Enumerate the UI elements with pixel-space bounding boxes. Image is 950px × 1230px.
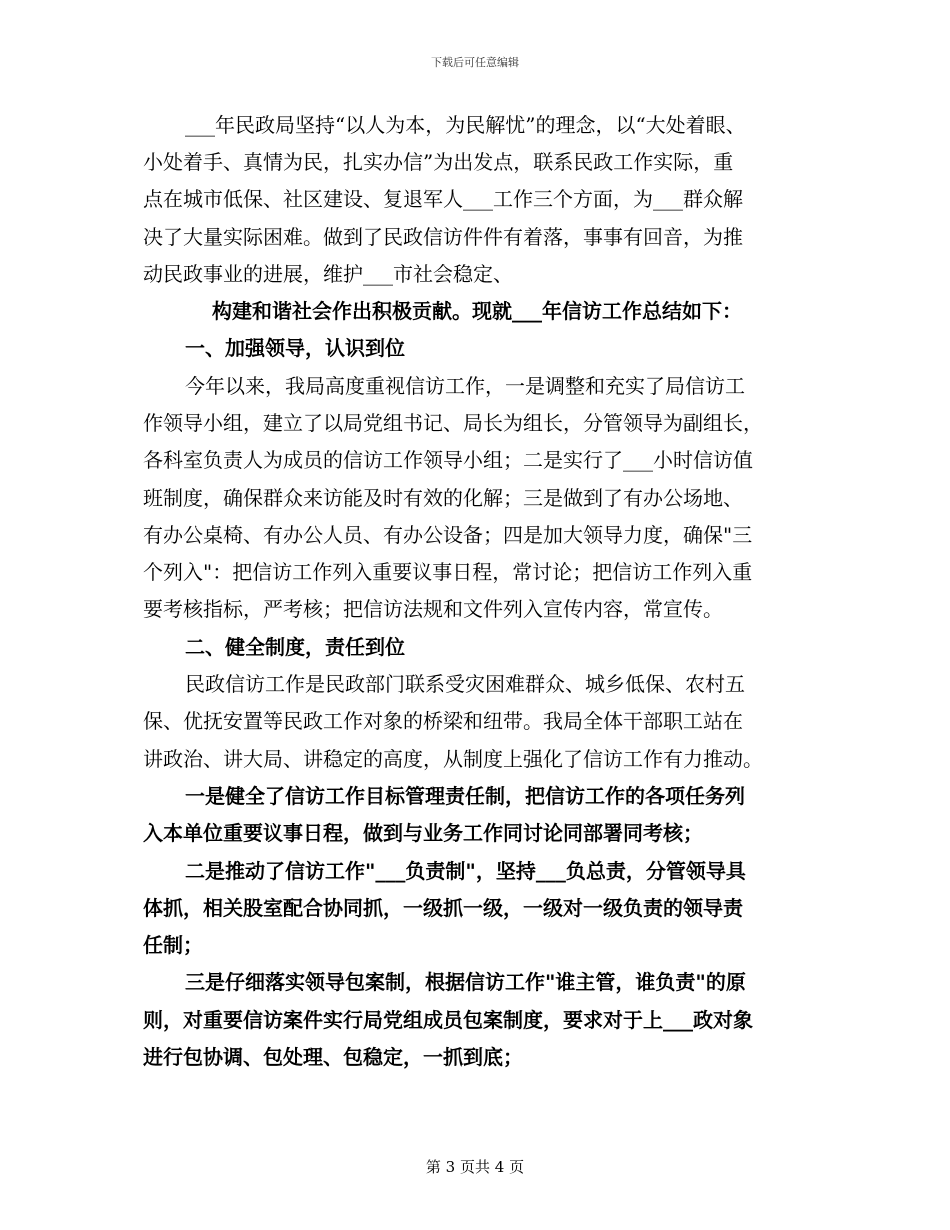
paragraph-line: 作领导小组，建立了以局党组书记、局长为组长，分管领导为副组长， <box>143 411 763 435</box>
paragraph-line: 进行包协调、包处理、包稳定，一抓到底； <box>143 1045 523 1069</box>
paragraph-line: 有办公桌椅、有办公人员、有办公设备；四是加大领导力度，确保"三 <box>143 523 753 547</box>
paragraph-line: 入本单位重要议事日程，做到与业务工作同讨论同部署同考核； <box>143 821 703 845</box>
paragraph-line: 保、优抚安置等民政工作对象的桥梁和纽带。我局全体干部职工站在 <box>143 709 743 733</box>
page-header: 下载后可任意编辑 <box>431 56 519 69</box>
page-footer: 第 3 页共 4 页 <box>425 1158 525 1176</box>
section-heading: 二、健全制度，责任到位 <box>185 635 405 659</box>
paragraph-line: 讲政治、讲大局、讲稳定的高度，从制度上强化了信访工作有力推动。 <box>143 747 763 771</box>
paragraph-line: 三是仔细落实领导包案制，根据信访工作"谁主管，谁负责"的原 <box>185 970 746 994</box>
paragraph-line: 要考核指标，严考核；把信访法规和文件列入宣传内容，常宣传。 <box>143 597 723 621</box>
paragraph-line: 民政信访工作是民政部门联系受灾困难群众、城乡低保、农村五 <box>185 672 745 696</box>
section-heading: 一、加强领导，认识到位 <box>185 336 405 360</box>
paragraph-line: 体抓，相关股室配合协同抓，一级抓一级，一级对一级负责的领导责 <box>143 896 743 920</box>
paragraph-line: 小处着手、真情为民，扎实办信”为出发点，联系民政工作实际，重 <box>143 150 734 174</box>
paragraph-line: 动民政事业的进展，维护___市社会稳定、 <box>143 262 513 286</box>
paragraph-line: 一是健全了信访工作目标管理责任制，把信访工作的各项任务列 <box>185 784 745 808</box>
paragraph-line: 点在城市低保、社区建设、复退军人___工作三个方面，为___群众解 <box>143 187 743 211</box>
paragraph-line: ___年民政局坚持“以人为本，为民解忧”的理念，以“大处着眼、 <box>185 113 746 137</box>
paragraph-line: 任制； <box>143 933 203 957</box>
paragraph-line: 个列入"：把信访工作列入重要议事日程，常讨论；把信访工作列入重 <box>143 560 753 584</box>
paragraph-line: 决了大量实际困难。做到了民政信访件件有着落，事事有回音，为推 <box>143 225 743 249</box>
paragraph-line: 则，对重要信访案件实行局党组成员包案制度，要求对于上___政对象 <box>143 1008 753 1032</box>
paragraph-line: 构建和谐社会作出积极贡献。现就___年信访工作总结如下： <box>212 299 742 323</box>
paragraph-line: 班制度，确保群众来访能及时有效的化解；三是做到了有办公场地、 <box>143 486 743 510</box>
paragraph-line: 各科室负责人为成员的信访工作领导小组；二是实行了___小时信访值 <box>143 448 753 472</box>
paragraph-line: 二是推动了信访工作"___负责制"，坚持___负总责，分管领导具 <box>185 859 746 883</box>
paragraph-line: 今年以来，我局高度重视信访工作，一是调整和充实了局信访工 <box>185 374 745 398</box>
